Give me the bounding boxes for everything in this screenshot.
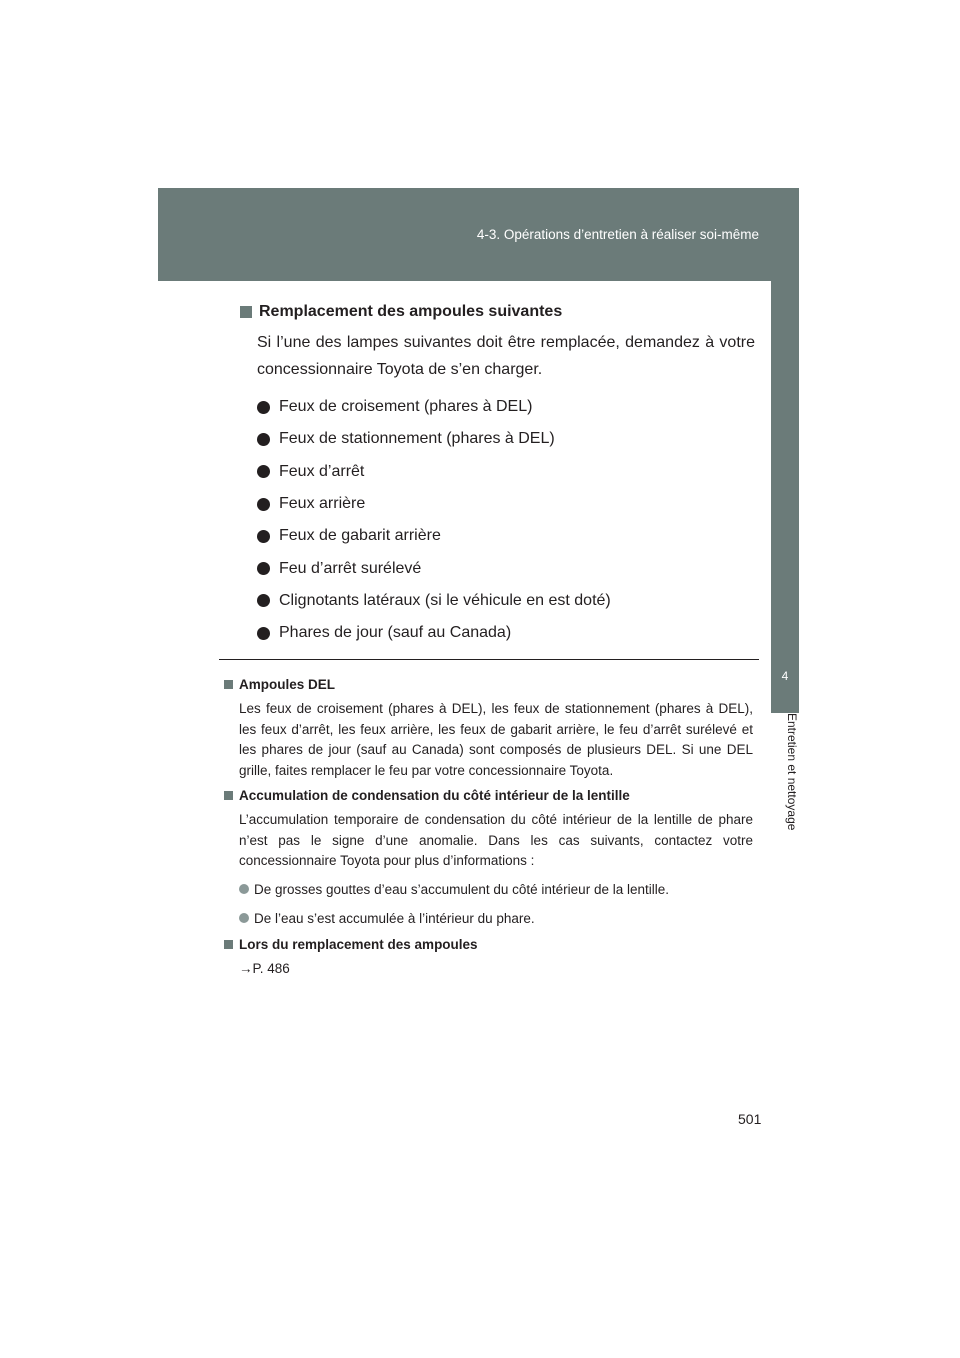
list-item xyxy=(257,423,755,455)
bullet-icon xyxy=(257,465,270,478)
main-content xyxy=(240,303,755,649)
chapter-title-text: Entretien et nettoyage xyxy=(785,713,799,831)
note-bullet-text: De grosses gouttes d’eau s’accumulent du côté intérieur de la lentille. xyxy=(254,881,669,897)
bullet-icon xyxy=(257,530,270,543)
bullet-icon xyxy=(257,627,270,640)
square-bullet-icon xyxy=(224,680,233,689)
bullet-icon xyxy=(239,884,249,894)
note-paragraph-led: Les feux de croisement (phares à DEL), les feux de stationnement (phares à DEL), les feux d’arrêt, les feux arrière, les feux de gabarit arrière, le feu d’arrêt surélevé et les phares de jour (sauf au Canada) sont composés de plusieurs DEL. Si une DEL grille, faites remplacer le feu par votre concessionnaire Toyota. xyxy=(239,701,753,778)
bullet-icon xyxy=(257,594,270,607)
section-header xyxy=(158,188,799,281)
intro-paragraph: Si l’une des lampes suivantes doit être remplacée, demandez à votre concessionnaire Toyota de s’en charger. xyxy=(257,334,755,378)
note-bullet xyxy=(239,879,753,900)
list-item-text: Phares de jour (sauf au Canada) xyxy=(279,624,512,642)
note-heading-text: Lors du remplacement des ampoules xyxy=(239,936,478,952)
list-item xyxy=(257,585,755,617)
note-heading-replacement xyxy=(224,937,753,952)
list-item xyxy=(257,391,755,423)
list-item-text: Feux arrière xyxy=(279,495,366,513)
list-item xyxy=(257,617,755,649)
note-paragraph-condensation: L’accumulation temporaire de condensation du côté intérieur de la lentille de phare n’est pas le signe d’une anomalie. Dans les cas suivants, contactez votre concessionnaire Toyota pour plus d’informations : xyxy=(239,812,753,868)
square-bullet-icon xyxy=(224,940,233,949)
note-heading-condensation xyxy=(224,788,753,803)
notes-section xyxy=(224,677,753,986)
note-heading-text: Ampoules DEL xyxy=(239,677,336,692)
side-tab-top xyxy=(771,281,799,639)
note-bullet-text: De l’eau s’est accumulée à l’intérieur du phare. xyxy=(254,910,535,926)
chapter-number: 4 xyxy=(771,639,799,713)
list-item xyxy=(257,520,755,552)
bullet-icon xyxy=(239,913,249,923)
list-item-text: Feux de stationnement (phares à DEL) xyxy=(279,430,555,448)
note-bullet xyxy=(239,908,753,929)
list-item xyxy=(257,456,755,488)
main-heading xyxy=(240,303,755,321)
page-reference-link[interactable]: →P. 486 xyxy=(239,960,290,976)
list-item-text: Feux de croisement (phares à DEL) xyxy=(279,398,533,416)
note-heading-led xyxy=(224,677,753,692)
list-item xyxy=(257,488,755,520)
lamp-list xyxy=(257,391,755,649)
list-item-text: Feu d’arrêt surélevé xyxy=(279,559,422,577)
bullet-icon xyxy=(257,498,270,511)
list-item xyxy=(257,552,755,584)
list-item-text: Feux d’arrêt xyxy=(279,462,365,480)
section-title: 4-3. Opérations d’entretien à réaliser soi-même xyxy=(476,227,759,242)
chapter-title xyxy=(771,713,799,873)
note-heading-text: Accumulation de condensation du côté intérieur de la lentille xyxy=(239,788,630,803)
list-item-text: Clignotants latéraux (si le véhicule en est doté) xyxy=(279,591,611,609)
square-bullet-icon xyxy=(224,791,233,800)
bullet-icon xyxy=(257,433,270,446)
bullet-icon xyxy=(257,562,270,575)
page-number: 501 xyxy=(738,1111,762,1127)
main-heading-text: Remplacement des ampoules suivantes xyxy=(259,303,563,320)
bullet-icon xyxy=(257,401,270,414)
square-bullet-icon xyxy=(240,306,252,318)
divider xyxy=(219,659,759,660)
list-item-text: Feux de gabarit arrière xyxy=(279,527,441,545)
